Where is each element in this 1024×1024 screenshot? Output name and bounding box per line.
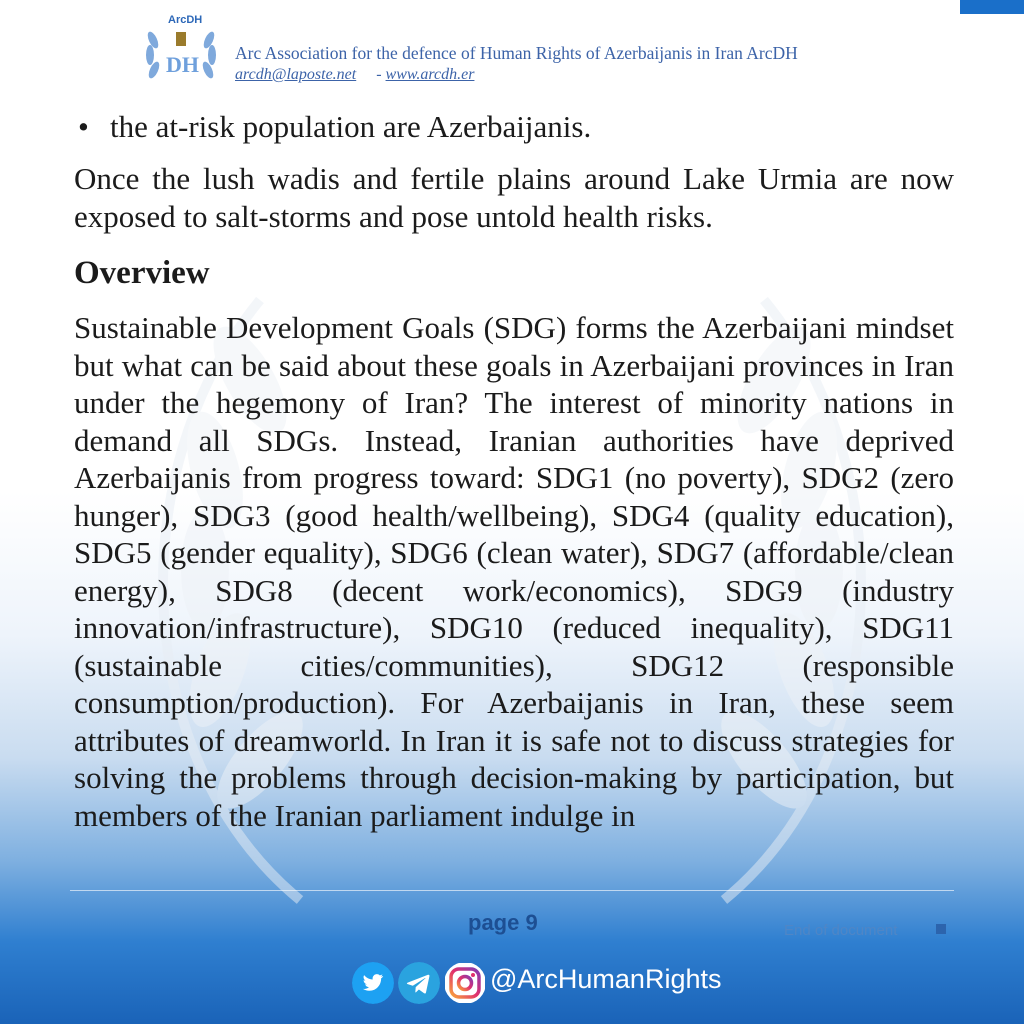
section-heading: Overview <box>74 255 210 291</box>
instagram-icon[interactable] <box>444 962 486 1004</box>
website-link[interactable]: www.arcdh.er <box>385 66 475 83</box>
footer-divider <box>70 890 954 891</box>
social-handle[interactable]: @ArcHumanRights <box>490 964 722 994</box>
paragraph-overview: Sustainable Development Goals (SDG) forms the Azerbaijani mindset but what can be said about these goals in Azerbaijani provinces in Iran under the hegemony of Iran? The interest of minority nations in demand all SDGs. Instead, Iranian authorities have deprived Azerbaijanis from progress toward: SDG1 (no poverty), SDG2 (zero hunger), SDG3 (good health/wellbeing), SDG4 (quality education), SDG5 (gender equality), SDG6 (clean water), SDG7 (affordable/clean energy), SDG8 (decent work/economics), SDG9 (industry innovation/infrastructure), SDG10 (reduced inequality), SDG11 (sustainable cities/communities), SDG12 (responsible consumption/production). For Azerbaijanis in Iran, these seem attributes of dreamworld. In Iran it is safe not to discuss strategies for solving the problems through decision-making by participation, but members of the Iranian parliament indulge in <box>74 310 954 833</box>
organization-name: Arc Association for the defence of Human Rights of Azerbaijanis in Iran ArcDH <box>235 43 798 63</box>
document-header <box>140 10 940 96</box>
contact-line <box>235 66 474 84</box>
paragraph-lake-urmia: Once the lush wadis and fertile plains around Lake Urmia are now exposed to salt-storms and pose untold health risks. <box>74 161 954 234</box>
twitter-icon[interactable] <box>352 962 394 1004</box>
end-of-document-marker <box>936 924 946 934</box>
arcdh-logo <box>140 10 232 96</box>
email-link[interactable]: arcdh@laposte.net <box>235 66 357 83</box>
bullet-dot: • <box>78 109 89 144</box>
bullet-text: the at-risk population are Azerbaijanis. <box>110 109 592 144</box>
logo-monogram: DH <box>166 52 199 77</box>
end-of-document-label: End of document <box>784 922 898 939</box>
telegram-icon[interactable] <box>398 962 440 1004</box>
logo-text: ArcDH <box>168 14 203 26</box>
contact-separator: - <box>376 66 382 83</box>
bullet-item <box>78 108 954 146</box>
page-number: page 9 <box>468 910 538 935</box>
document-body <box>74 108 954 834</box>
